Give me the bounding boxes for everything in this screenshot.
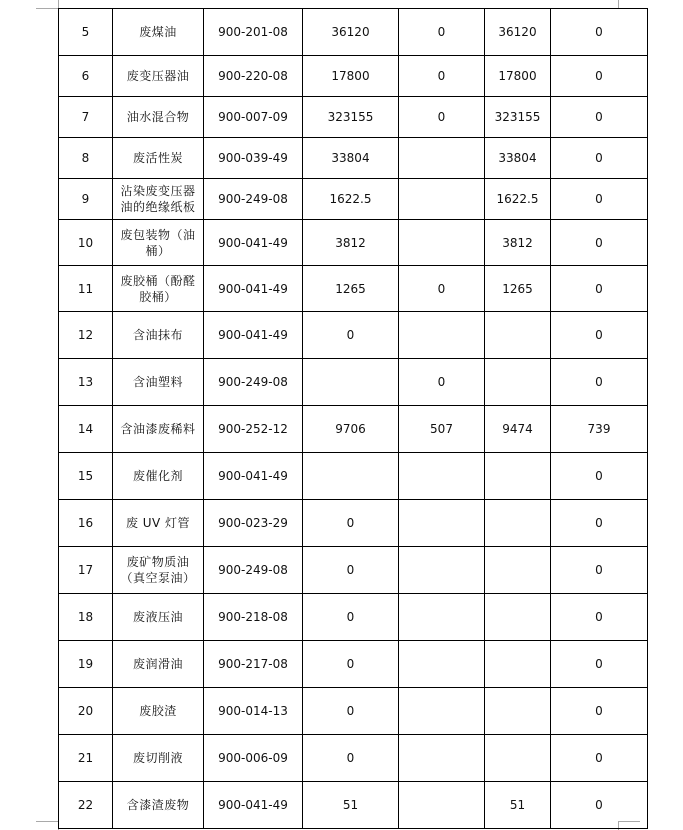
waste-code-cell: 900-220-08 [204, 56, 303, 97]
row-number-cell: 16 [59, 500, 113, 547]
value-cell-2: 0 [399, 97, 485, 138]
value-cell-1: 0 [303, 547, 399, 594]
waste-name-cell: 含油塑料 [113, 359, 204, 406]
row-number-cell: 12 [59, 312, 113, 359]
value-cell-3: 1265 [485, 266, 551, 312]
value-cell-1: 36120 [303, 9, 399, 56]
table-row [59, 735, 648, 782]
value-cell-4: 0 [551, 641, 648, 688]
table-row [59, 179, 648, 220]
value-cell-4: 0 [551, 359, 648, 406]
waste-name-cell: 含漆渣废物 [113, 782, 204, 829]
value-cell-1: 0 [303, 500, 399, 547]
waste-code-cell: 900-041-49 [204, 220, 303, 266]
value-cell-2 [399, 179, 485, 220]
waste-code-cell: 900-249-08 [204, 359, 303, 406]
value-cell-2: 0 [399, 56, 485, 97]
waste-name-cell: 废矿物质油（真空泵油） [113, 547, 204, 594]
value-cell-1: 0 [303, 688, 399, 735]
waste-code-cell: 900-217-08 [204, 641, 303, 688]
value-cell-4: 0 [551, 594, 648, 641]
waste-code-cell: 900-041-49 [204, 312, 303, 359]
waste-name-cell: 废变压器油 [113, 56, 204, 97]
value-cell-4: 0 [551, 782, 648, 829]
value-cell-2 [399, 782, 485, 829]
table-row [59, 97, 648, 138]
value-cell-3: 17800 [485, 56, 551, 97]
value-cell-4: 0 [551, 312, 648, 359]
waste-name-cell: 废润滑油 [113, 641, 204, 688]
row-number-cell: 9 [59, 179, 113, 220]
table-row [59, 547, 648, 594]
value-cell-3 [485, 735, 551, 782]
waste-code-cell: 900-201-08 [204, 9, 303, 56]
waste-name-cell: 含油漆废稀料 [113, 406, 204, 453]
value-cell-2: 507 [399, 406, 485, 453]
waste-code-cell: 900-014-13 [204, 688, 303, 735]
value-cell-2 [399, 138, 485, 179]
waste-name-cell: 废切削液 [113, 735, 204, 782]
table-row [59, 782, 648, 829]
row-number-cell: 17 [59, 547, 113, 594]
value-cell-3: 9474 [485, 406, 551, 453]
value-cell-4: 0 [551, 220, 648, 266]
value-cell-4: 0 [551, 138, 648, 179]
value-cell-4: 0 [551, 453, 648, 500]
table-row [59, 641, 648, 688]
row-number-cell: 13 [59, 359, 113, 406]
row-number-cell: 5 [59, 9, 113, 56]
value-cell-4: 0 [551, 9, 648, 56]
value-cell-2 [399, 500, 485, 547]
value-cell-1: 0 [303, 312, 399, 359]
row-number-cell: 15 [59, 453, 113, 500]
crop-mark-top-left [36, 8, 58, 9]
waste-name-cell: 含油抹布 [113, 312, 204, 359]
waste-code-cell: 900-252-12 [204, 406, 303, 453]
crop-mark-bottom-left [36, 821, 58, 822]
row-number-cell: 7 [59, 97, 113, 138]
waste-name-cell: 废煤油 [113, 9, 204, 56]
row-number-cell: 10 [59, 220, 113, 266]
table-row [59, 266, 648, 312]
value-cell-1: 0 [303, 641, 399, 688]
row-number-cell: 19 [59, 641, 113, 688]
hazardous-waste-table [58, 8, 648, 829]
waste-code-cell: 900-249-08 [204, 547, 303, 594]
table-row [59, 594, 648, 641]
value-cell-4: 739 [551, 406, 648, 453]
table-row [59, 9, 648, 56]
value-cell-4: 0 [551, 688, 648, 735]
value-cell-2 [399, 688, 485, 735]
waste-name-cell: 废胶渣 [113, 688, 204, 735]
value-cell-2 [399, 312, 485, 359]
waste-code-cell: 900-007-09 [204, 97, 303, 138]
waste-name-cell: 废包装物（油桶） [113, 220, 204, 266]
waste-code-cell: 900-006-09 [204, 735, 303, 782]
value-cell-3 [485, 594, 551, 641]
value-cell-3 [485, 547, 551, 594]
value-cell-4: 0 [551, 56, 648, 97]
value-cell-1 [303, 359, 399, 406]
value-cell-3: 323155 [485, 97, 551, 138]
value-cell-4: 0 [551, 97, 648, 138]
value-cell-3: 1622.5 [485, 179, 551, 220]
value-cell-3: 33804 [485, 138, 551, 179]
value-cell-1: 0 [303, 594, 399, 641]
row-number-cell: 6 [59, 56, 113, 97]
row-number-cell: 22 [59, 782, 113, 829]
value-cell-1: 0 [303, 735, 399, 782]
value-cell-2: 0 [399, 266, 485, 312]
table-row [59, 688, 648, 735]
value-cell-2 [399, 735, 485, 782]
value-cell-2: 0 [399, 9, 485, 56]
row-number-cell: 8 [59, 138, 113, 179]
value-cell-1: 1622.5 [303, 179, 399, 220]
value-cell-2: 0 [399, 359, 485, 406]
value-cell-2 [399, 641, 485, 688]
waste-code-cell: 900-249-08 [204, 179, 303, 220]
table-row [59, 453, 648, 500]
waste-name-cell: 废催化剂 [113, 453, 204, 500]
waste-name-cell: 废活性炭 [113, 138, 204, 179]
value-cell-1: 323155 [303, 97, 399, 138]
value-cell-1: 33804 [303, 138, 399, 179]
value-cell-1 [303, 453, 399, 500]
value-cell-3 [485, 312, 551, 359]
table-row [59, 406, 648, 453]
row-number-cell: 20 [59, 688, 113, 735]
waste-name-cell: 油水混合物 [113, 97, 204, 138]
value-cell-3 [485, 453, 551, 500]
waste-code-cell: 900-039-49 [204, 138, 303, 179]
value-cell-4: 0 [551, 266, 648, 312]
value-cell-2 [399, 453, 485, 500]
value-cell-1: 1265 [303, 266, 399, 312]
table-row [59, 500, 648, 547]
value-cell-2 [399, 220, 485, 266]
value-cell-1: 9706 [303, 406, 399, 453]
row-number-cell: 14 [59, 406, 113, 453]
row-number-cell: 18 [59, 594, 113, 641]
waste-name-cell: 废胶桶（酚醛胶桶） [113, 266, 204, 312]
waste-code-cell: 900-041-49 [204, 266, 303, 312]
waste-code-cell: 900-218-08 [204, 594, 303, 641]
value-cell-1: 3812 [303, 220, 399, 266]
waste-name-cell: 废 UV 灯管 [113, 500, 204, 547]
table-row [59, 359, 648, 406]
waste-code-cell: 900-041-49 [204, 453, 303, 500]
value-cell-3 [485, 688, 551, 735]
value-cell-4: 0 [551, 735, 648, 782]
value-cell-3 [485, 500, 551, 547]
waste-code-cell: 900-041-49 [204, 782, 303, 829]
value-cell-4: 0 [551, 500, 648, 547]
value-cell-2 [399, 547, 485, 594]
value-cell-3: 36120 [485, 9, 551, 56]
value-cell-3: 3812 [485, 220, 551, 266]
waste-name-cell: 沾染废变压器油的绝缘纸板 [113, 179, 204, 220]
value-cell-3: 51 [485, 782, 551, 829]
waste-code-cell: 900-023-29 [204, 500, 303, 547]
waste-name-cell: 废液压油 [113, 594, 204, 641]
value-cell-4: 0 [551, 179, 648, 220]
value-cell-1: 51 [303, 782, 399, 829]
value-cell-3 [485, 359, 551, 406]
value-cell-2 [399, 594, 485, 641]
table-row [59, 138, 648, 179]
table-row [59, 312, 648, 359]
table-row [59, 56, 648, 97]
table-row [59, 220, 648, 266]
row-number-cell: 21 [59, 735, 113, 782]
row-number-cell: 11 [59, 266, 113, 312]
table-body [59, 9, 648, 829]
value-cell-4: 0 [551, 547, 648, 594]
value-cell-1: 17800 [303, 56, 399, 97]
value-cell-3 [485, 641, 551, 688]
